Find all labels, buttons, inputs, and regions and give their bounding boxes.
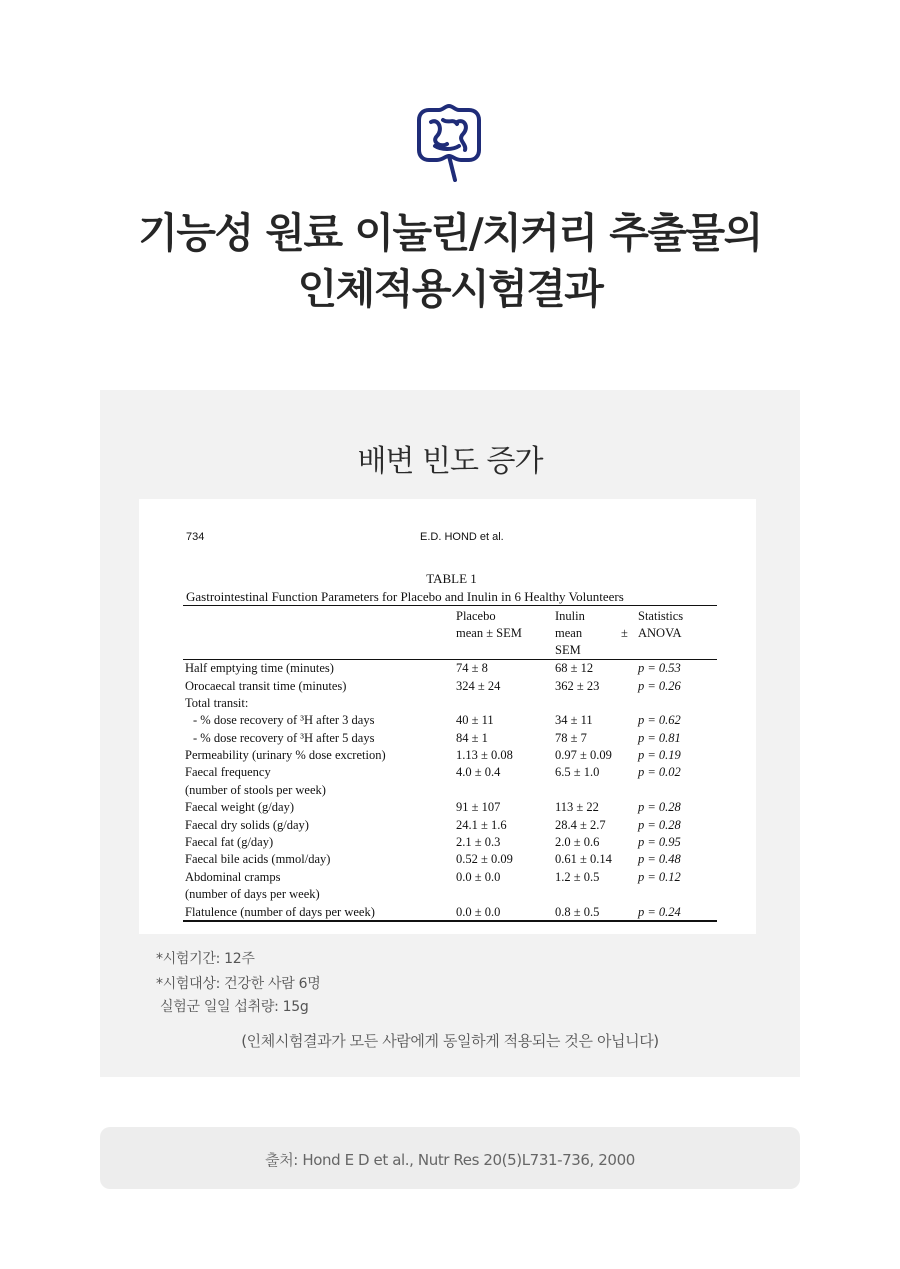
row-p-value: p = 0.12 xyxy=(638,870,681,884)
header-inulin-sem: SEM xyxy=(555,643,581,657)
row-inulin: 78 ± 7 xyxy=(555,731,587,745)
row-inulin: 0.61 ± 0.14 xyxy=(555,852,612,866)
row-label: - % dose recovery of ³H after 3 days xyxy=(193,713,375,727)
panel-title: 배변 빈도 증가 xyxy=(357,444,543,479)
note-test-period: *시험기간: 12주 xyxy=(156,951,255,967)
row-placebo: 0.0 ± 0.0 xyxy=(456,905,501,919)
row-label: Abdominal cramps xyxy=(185,870,281,884)
row-p-value: p = 0.81 xyxy=(638,731,681,745)
row-inulin: 28.4 ± 2.7 xyxy=(555,818,606,832)
headline-line-2: 인체적용시험결과 xyxy=(297,265,603,313)
header-inulin: Inulin xyxy=(555,609,585,623)
row-p-value: p = 0.28 xyxy=(638,818,681,832)
row-placebo: 91 ± 107 xyxy=(456,800,501,814)
row-inulin: 1.2 ± 0.5 xyxy=(555,870,600,884)
table-label: TABLE 1 xyxy=(426,571,477,586)
row-placebo: 0.52 ± 0.09 xyxy=(456,852,513,866)
row-placebo: 4.0 ± 0.4 xyxy=(456,765,501,779)
row-inulin: 2.0 ± 0.6 xyxy=(555,835,600,849)
header-inulin-pm: ± xyxy=(621,626,628,640)
row-label: Faecal bile acids (mmol/day) xyxy=(185,852,331,866)
row-placebo: 84 ± 1 xyxy=(456,731,488,745)
row-label: - % dose recovery of ³H after 5 days xyxy=(193,731,375,745)
row-label: Faecal frequency xyxy=(185,765,271,779)
header-placebo: Placebo xyxy=(456,609,496,623)
paper-author: E.D. HOND et al. xyxy=(420,531,504,543)
row-p-value: p = 0.26 xyxy=(638,679,681,693)
table-top-rule xyxy=(183,605,717,606)
row-label: Total transit: xyxy=(185,696,249,710)
row-p-value: p = 0.19 xyxy=(638,748,681,762)
row-placebo: 74 ± 8 xyxy=(456,661,488,675)
row-label: (number of days per week) xyxy=(185,887,320,901)
row-p-value: p = 0.24 xyxy=(638,905,681,919)
row-label: Faecal dry solids (g/day) xyxy=(185,818,309,832)
row-placebo: 24.1 ± 1.6 xyxy=(456,818,507,832)
row-p-value: p = 0.62 xyxy=(638,713,681,727)
headline-line-1: 기능성 원료 이눌린/치커리 추출물의 xyxy=(138,209,762,257)
row-label: Half emptying time (minutes) xyxy=(185,661,334,675)
disclaimer: (인체시험결과가 모든 사람에게 동일하게 적용되는 것은 아닙니다) xyxy=(241,1032,659,1050)
header-placebo-sub: mean ± SEM xyxy=(456,626,522,640)
row-inulin: 0.8 ± 0.5 xyxy=(555,905,600,919)
row-inulin: 6.5 ± 1.0 xyxy=(555,765,600,779)
row-placebo: 40 ± 11 xyxy=(456,713,494,727)
row-placebo: 0.0 ± 0.0 xyxy=(456,870,501,884)
row-p-value: p = 0.48 xyxy=(638,852,681,866)
row-placebo: 2.1 ± 0.3 xyxy=(456,835,501,849)
source-citation: 출처: Hond E D et al., Nutr Res 20(5)L731-736, 2000 xyxy=(265,1151,635,1169)
paper-page-number: 734 xyxy=(186,531,205,543)
row-placebo: 324 ± 24 xyxy=(456,679,501,693)
note-test-subjects: *시험대상: 건강한 사람 6명 xyxy=(156,976,321,992)
row-inulin: 0.97 ± 0.09 xyxy=(555,748,612,762)
header-statistics: Statistics xyxy=(638,609,684,623)
row-inulin: 34 ± 11 xyxy=(555,713,593,727)
row-inulin: 113 ± 22 xyxy=(555,800,599,814)
row-label: (number of stools per week) xyxy=(185,783,326,797)
row-label: Permeability (urinary % dose excretion) xyxy=(185,748,386,762)
row-p-value: p = 0.28 xyxy=(638,800,681,814)
page-headline xyxy=(0,205,900,317)
table-title: Gastrointestinal Function Parameters for Placebo and Inulin in 6 Healthy Volunteers xyxy=(186,589,624,604)
row-inulin: 362 ± 23 xyxy=(555,679,600,693)
row-p-value: p = 0.53 xyxy=(638,661,681,675)
row-p-value: p = 0.02 xyxy=(638,765,681,779)
header-anova: ANOVA xyxy=(638,626,682,640)
header-inulin-mean: mean xyxy=(555,626,583,640)
note-daily-dose: 실험군 일일 섭취량: 15g xyxy=(160,999,309,1015)
row-label: Orocaecal transit time (minutes) xyxy=(185,679,347,693)
row-placebo: 1.13 ± 0.08 xyxy=(456,748,513,762)
row-inulin: 68 ± 12 xyxy=(555,661,594,675)
row-label: Faecal weight (g/day) xyxy=(185,800,294,814)
row-label: Flatulence (number of days per week) xyxy=(185,905,375,919)
row-label: Faecal fat (g/day) xyxy=(185,835,274,849)
row-p-value: p = 0.95 xyxy=(638,835,681,849)
intestine-icon xyxy=(413,100,485,184)
